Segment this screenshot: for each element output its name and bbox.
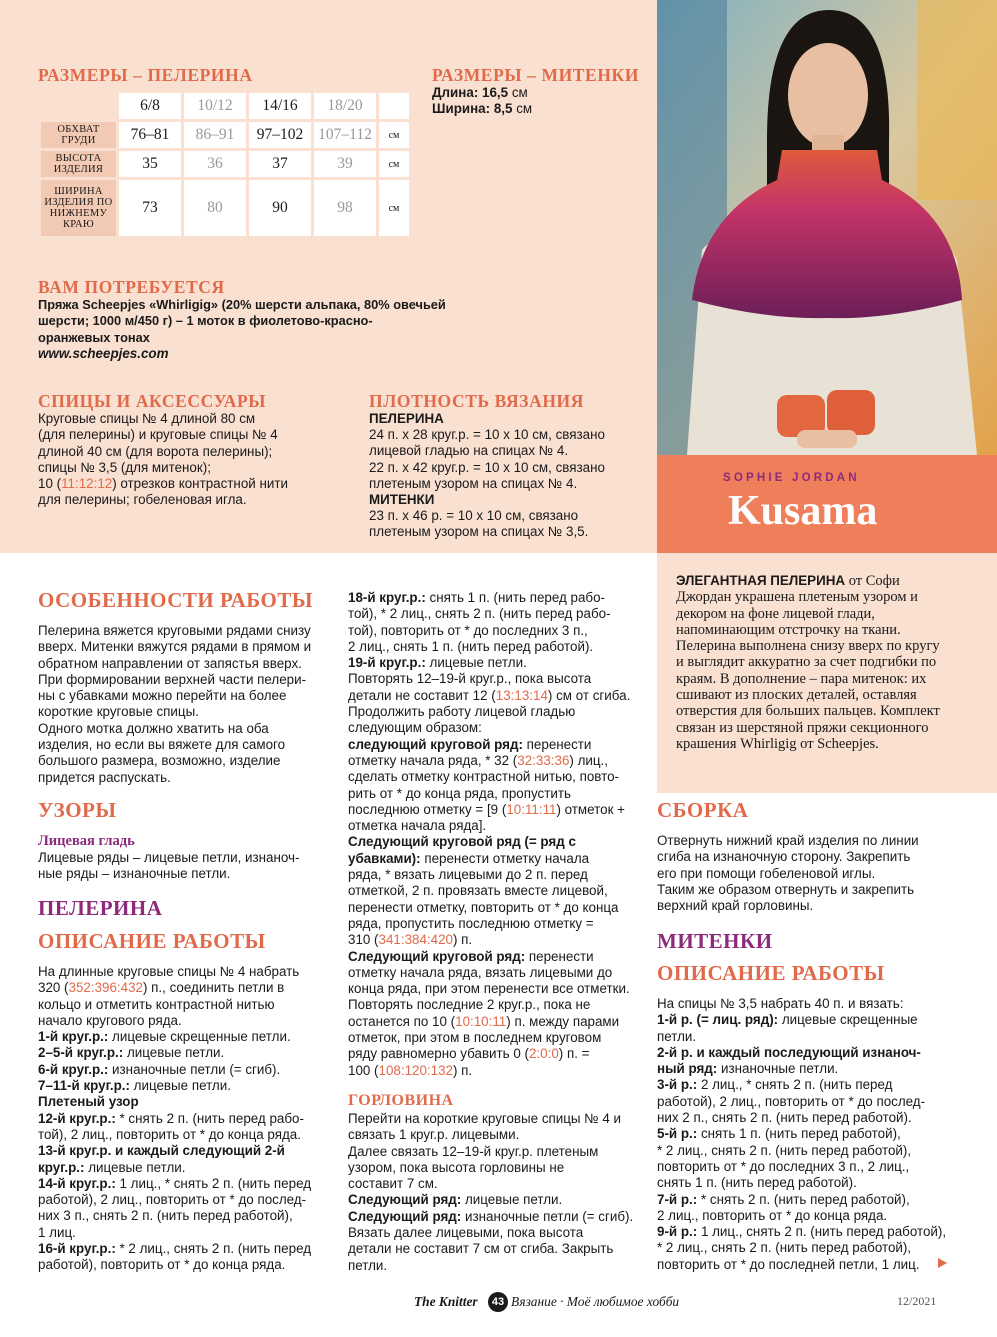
needles-text: Круговые спицы № 4 длиной 80 см (для пелерины) и круговые спицы № 4 длиной 40 см (для ворота пелерины); спицы № 3,5 (для митенок);	[38, 411, 278, 475]
size-cell: 107–112	[314, 122, 376, 148]
size-header: 18/20	[314, 93, 376, 119]
sizes-table	[38, 90, 412, 239]
cape-body: На длинные круговые спицы № 4 набрать 320 (352:396:432) п., соединить петли в кольцо и отметить контрастной нитью начало кругового ряда. 1-й круг.р.: лицевые скрещенные петли. 2–5-й круг.р.: лицевые петли. 6-й круг.р.: изнаночные петли (= сгиб). 7–11-й круг.р.: лицевые петли. Плетеный узор 12-й круг.р.: * снять 2 п. (нить перед рабо- той), 2 лиц., повторить от * до конца ряда. 13-й круг.р. и каждый следующий 2-й круг.р.: лицевые петли. 14-й круг.р.: 1 лиц., * снять 2 п. (нить перед работой), 2 лиц., повторить от * до послед- них 3 п., снять 2 п. (нить перед работой), 1 лиц. 16-й круг.р.: * 2 лиц., снять 2 п. (нить перед работой), повторить от * до конца ряда.	[38, 964, 312, 1273]
size-header: 14/16	[249, 93, 311, 119]
page-number: 43	[488, 1292, 508, 1312]
size-cell: 37	[249, 151, 311, 177]
size-cell: 90	[249, 180, 311, 236]
size-cell: 86–91	[184, 122, 246, 148]
need-title: ВАМ ПОТРЕБУЕТСЯ	[38, 277, 225, 297]
patterns-sub: Лицевая гладь	[38, 833, 135, 849]
middle-body: 18-й круг.р.: снять 1 п. (нить перед рабо- той), * 2 лиц., снять 2 п. (нить перед рабо- той), повторить от * до последних 3 п., 2 лиц., снять 1 п. (нить перед работой). 19-й круг.р.: лицевые петли. Повторять 12–19-й круг.р., пока высота детали не составит 12 (13:13:14) см от сгиба. Продолжить работу лицевой гладью следующим образом: следующий круговой ряд: перенести отметку начала ряда, * 32 (32:33:36) лиц., сделать отметку контрастной нитью, повто- рить от * до конца ряда, пропустить последнюю отметку = [9 (10:11:11) отметок + отметка начала ряда]. Следующий круговой ряд (= ряд с убавками): перенести отметку начала ряда, * вязать лицевыми до 2 п. перед отметкой, 2 п. провязать вместе лицевой, перенести отметку, повторить от * до конца ряда, пропустить последнюю отметку = 310 (341:384:420) п. Следующий круговой ряд: перенести отметку начала ряда, вязать лицевыми до конца ряда, при этом перенести все отметки. Повторять последние 2 круг.р., пока не останется по 10 (10:10:11) п. между парами отметок, при этом в последнем круговом ряду равномерно убавить 0 (2:0:0) п. = 100 (108:120:132) п.	[348, 590, 631, 1078]
gauge-cape-sub: ПЕЛЕРИНА	[369, 411, 444, 426]
need-text: Пряжа Scheepjes «Whirligig» (20% шерсти альпака, 80% овечьей шерсти; 1000 м/450 г) – 1 моток в фиолетово-красно- оранжевых тонах	[38, 297, 446, 345]
assembly-text: Отвернуть нижний край изделия по линии сгиба на изнаночную сторону. Закрепить его при помощи гобеленовой иглы. Таким же образом отвернуть и закрепить верхний край горловины.	[657, 833, 919, 914]
size-cell: 39	[314, 151, 376, 177]
size-header: 6/8	[119, 93, 181, 119]
footer-magazine: The Knitter	[414, 1294, 478, 1309]
designer-name: SOPHIE JORDAN	[723, 472, 860, 484]
gauge-cape-text: 24 п. х 28 круг.р. = 10 х 10 см, связано лицевой гладью на спицах № 4. 22 п. х 42 круг.р. = 10 х 10 см, связано плетеным узором на спицах № 4.	[369, 427, 605, 491]
cape-description-title: ОПИСАНИЕ РАБОТЫ	[38, 929, 266, 953]
unit-cell: см	[379, 180, 409, 236]
mitts-length: Длина: 16,5 см	[432, 85, 528, 100]
needles-line: для пелерины; гобеленовая игла.	[38, 492, 247, 507]
needles-line: 10 (11:12:12) отрезков контрастной нити	[38, 476, 288, 491]
model-photo-illustration	[657, 0, 997, 455]
cape-title: ПЕЛЕРИНА	[38, 896, 163, 920]
mitts-title: МИТЕНКИ	[657, 929, 773, 953]
mitts-description-title: ОПИСАНИЕ РАБОТЫ	[657, 961, 885, 985]
pattern-title: Kusama	[728, 488, 878, 534]
size-cell: 98	[314, 180, 376, 236]
neck-body: Перейти на короткие круговые спицы № 4 и связать 1 круг.р. лицевыми. Далее связать 12–19-й круг.р. плетеным узором, пока высота горловины не составит 7 см. Следующий ряд: лицевые петли. Следующий ряд: изнаночные петли (= сгиб). Вязать далее лицевыми, пока высота детали не составит 7 см от сгиба. Закрыть петли.	[348, 1111, 634, 1273]
gauge-mitts-sub: МИТЕНКИ	[369, 492, 435, 507]
size-cell: 35	[119, 151, 181, 177]
yarn-link[interactable]: www.scheepjes.com	[38, 346, 169, 361]
mitts-body: На спицы № 3,5 набрать 40 п. и вязать: 1-й р. (= лиц. ряд): лицевые скрещенные петли. 2-й р. и каждый последующий изнаноч- ный ряд: изнаночные петли. 3-й р.: 2 лиц., * снять 2 п. (нить перед работой), 2 лиц., повторить от * до послед- них 2 п., снять 2 п. (нить перед работой). 5-й р.: снять 1 п. (нить перед работой), * 2 лиц., снять 2 п. (нить перед работой), повторить от * до последних 3 п., 2 лиц., снять 1 п. (нить перед работой). 7-й р.: * снять 2 п. (нить перед работой), 2 лиц., повторить от * до конца ряда. 9-й р.: 1 лиц., снять 2 п. (нить перед работой), * 2 лиц., снять 2 п. (нить перед работой), повторить от * до последней петли, 1 лиц.	[657, 996, 947, 1272]
gauge-mitts-text: 23 п. х 46 р. = 10 х 10 см, связано плетеным узором на спицах № 3,5.	[369, 508, 589, 540]
size-header: 10/12	[184, 93, 246, 119]
gauge-title: ПЛОТНОСТЬ ВЯЗАНИЯ	[369, 391, 585, 411]
footer-tagline: Вязание · Моё любимое хобби	[511, 1294, 680, 1309]
intro-text: ЭЛЕГАНТНАЯ ПЕЛЕРИНА от Софи Джордан украшена плетеным узором и декором на фоне лицевой глади, напоминающим отстрочку на ткани. Пелерина выполнена снизу вверх по кругу и выглядит аккуратно за счет подгибки по краям. В дополнение – пара митенок: их сшивают из плоских деталей, оставляя отверстия для больших пальцев. Комплект связан из шерстяной пряжи секционного крашения Whirligig от Scheepjes.	[676, 573, 940, 752]
mitts-width: Ширина: 8,5 см	[432, 101, 533, 116]
row-label: ОБХВАТ ГРУДИ	[41, 122, 116, 148]
sizes-mitts-title: РАЗМЕРЫ – МИТЕНКИ	[432, 65, 640, 85]
assembly-title: СБОРКА	[657, 798, 749, 822]
patterns-title: УЗОРЫ	[38, 798, 117, 822]
size-cell: 36	[184, 151, 246, 177]
unit-cell: см	[379, 122, 409, 148]
size-cell: 73	[119, 180, 181, 236]
features-title: ОСОБЕННОСТИ РАБОТЫ	[38, 588, 314, 612]
size-cell: 97–102	[249, 122, 311, 148]
neck-title: ГОРЛОВИНА	[348, 1092, 454, 1109]
features-text: Пелерина вяжется круговыми рядами снизу вверх. Митенки вяжутся рядами в прямом и обратном направлении от запястья вверх. При формировании верхней части пелери- ны с убавками можно перейти на более короткие круговые спицы. Одного мотка должно хватить на оба изделия, но если вы вяжете для самого большого размера, возможно, изделие придется распускать.	[38, 623, 312, 785]
model-photo	[657, 0, 997, 455]
size-cell: 80	[184, 180, 246, 236]
continue-arrow-icon	[938, 1258, 947, 1268]
unit-cell: см	[379, 151, 409, 177]
footer-issue: 12/2021	[897, 1294, 937, 1308]
needles-title: СПИЦЫ И АКСЕССУАРЫ	[38, 391, 267, 411]
sizes-cape-title: РАЗМЕРЫ – ПЕЛЕРИНА	[38, 65, 253, 85]
row-label: ШИРИНА ИЗДЕЛИЯ ПО НИЖНЕМУ КРАЮ	[41, 180, 116, 236]
patterns-text: Лицевые ряды – лицевые петли, изнаноч- ные ряды – изнаночные петли.	[38, 850, 300, 882]
size-cell: 76–81	[119, 122, 181, 148]
row-label: ВЫСОТА ИЗДЕЛИЯ	[41, 151, 116, 177]
